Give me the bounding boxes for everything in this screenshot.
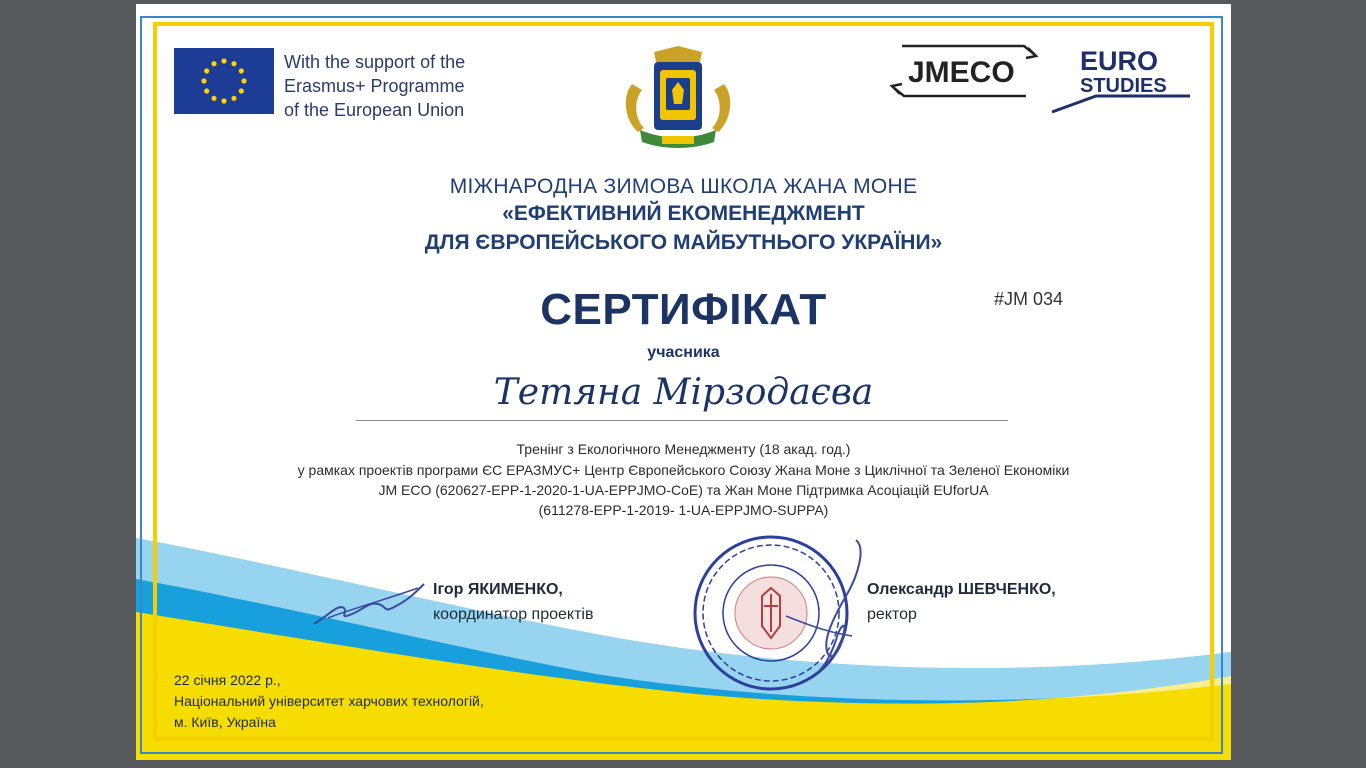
eurostudies-logo <box>1050 42 1192 116</box>
issue-city: м. Київ, Україна <box>174 714 276 730</box>
school-title-line-1: МІЖНАРОДНА ЗИМОВА ШКОЛА ЖАНА МОНЕ <box>449 175 918 198</box>
coordinator-name: Ігор ЯКИМЕНКО, <box>433 581 563 598</box>
certificate-sheet <box>136 4 1231 760</box>
issue-date: 22 січня 2022 р., <box>174 672 281 688</box>
eu-support-line-2: Erasmus+ Programme <box>284 76 465 96</box>
eurostudies-logo-line-1: EURO <box>1080 46 1159 76</box>
coordinator-signature <box>308 574 428 630</box>
coordinator-role: координатор проектів <box>433 606 594 623</box>
rector-signature <box>746 536 876 676</box>
issuing-institution: Національний університет харчових технологій, <box>174 693 484 709</box>
description-line-3: JM ECO (620627-EPP-1-2020-1-UA-EPPJMO-CoE) та Жан Моне Підтримка Асоціацій EUforUA <box>378 482 989 498</box>
eu-flag-icon <box>174 48 274 114</box>
participant-name: Тетяна Мірзодаєва <box>493 372 874 413</box>
university-coat-of-arms-icon <box>614 44 742 154</box>
rector-role: ректор <box>867 606 917 623</box>
certificate-title: СЕРТИФІКАТ <box>540 285 827 334</box>
school-title-line-2: «ЕФЕКТИВНИЙ ЕКОМЕНЕДЖМЕНТ <box>502 202 865 225</box>
certificate-subtitle: учасника <box>647 344 720 361</box>
jmeco-logo <box>888 38 1040 104</box>
certificate-number: #JM 034 <box>994 289 1064 309</box>
eurostudies-logo-line-2: STUDIES <box>1080 75 1167 97</box>
description-line-2: у рамках проектів програми ЄС ЕРАЗМУС+ Центр Європейського Союзу Жана Моне з Циклічної та Зеленої Економіки <box>297 462 1070 478</box>
eu-support-line-3: of the European Union <box>284 100 465 120</box>
description-line-4: (611278-EPP-1-2019- 1-UA-EPPJMO-SUPPA) <box>538 502 829 518</box>
eu-support-text <box>284 50 544 122</box>
rector-name: Олександр ШЕВЧЕНКО, <box>867 581 1056 598</box>
jmeco-logo-text: JMECO <box>908 56 1015 89</box>
description-line-1: Тренінг з Екологічного Менеджменту (18 акад. год.) <box>516 441 851 457</box>
eu-support-line-1: With the support of the <box>284 52 466 72</box>
school-title-line-3: ДЛЯ ЄВРОПЕЙСЬКОГО МАЙБУТНЬОГО УКРАЇНИ» <box>424 231 943 254</box>
name-underline <box>356 420 1008 421</box>
